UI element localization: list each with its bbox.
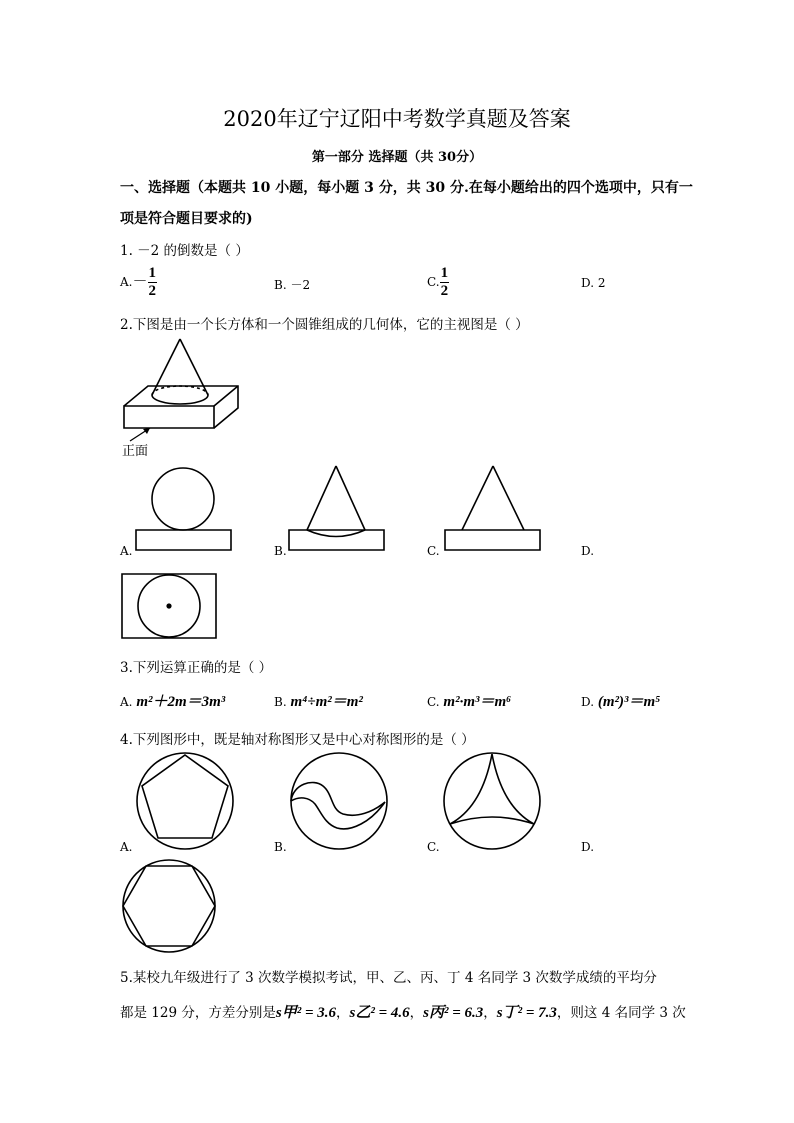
- fraction-denominator: 2: [440, 283, 449, 299]
- q4-option-c-label: C.: [427, 840, 440, 854]
- variance-c: s丙² = 6.3: [423, 1005, 484, 1021]
- q4-option-d-figure: [120, 858, 220, 958]
- fraction-numerator: 1: [148, 265, 156, 281]
- q4-option-b-figure: [285, 752, 395, 852]
- q3-option-d-label: D.: [581, 695, 595, 709]
- q4-option-d-label: D.: [581, 840, 595, 854]
- q2-option-c-figure: [440, 463, 550, 558]
- q3-option-c: [427, 690, 511, 711]
- q3-option-c-expr: m²·m³＝m⁶: [443, 694, 512, 710]
- q3-option-a: [120, 690, 225, 711]
- q4-option-a-label: A.: [120, 840, 133, 854]
- q2-option-a-label: A.: [120, 544, 133, 558]
- q1-stem: 1. －2 的倒数是（ ）: [120, 243, 249, 259]
- section-heading-line1: 一、选择题（本题共 10 小题，每小题 3 分，共 30 分.在每小题给出的四个选项中，只有一: [120, 180, 693, 196]
- q3-option-a-label: A.: [120, 695, 133, 709]
- q2-option-b-figure: [285, 463, 395, 558]
- q4-option-b-label: B.: [274, 840, 287, 854]
- q5-line2: [120, 1001, 686, 1022]
- q1-option-d: D. 2: [581, 276, 606, 290]
- q2-option-b-label: B.: [274, 544, 287, 558]
- q5-line2-start: 都是 129 分，方差分别是: [120, 1005, 276, 1021]
- q4-option-c-figure: [437, 752, 547, 852]
- q3-option-b: [274, 690, 363, 711]
- q1-option-b: B. －2: [274, 278, 311, 292]
- q3-option-c-label: C.: [427, 695, 440, 709]
- separator: ，: [483, 1005, 497, 1021]
- q3-option-d: [581, 690, 660, 711]
- q1-option-a: [120, 265, 157, 300]
- q1-option-c-label: C.: [427, 275, 440, 289]
- fraction-numerator: 1: [440, 265, 449, 281]
- q5-line2-end: ，则这 4 名同学 3 次: [556, 1005, 686, 1021]
- q3-option-b-label: B.: [274, 695, 287, 709]
- q1-option-a-label: A.: [120, 275, 133, 289]
- q2-option-d-label: D.: [581, 544, 595, 558]
- q4-option-a-figure: [130, 752, 240, 852]
- page-title: 2020年辽宁辽阳中考数学真题及答案: [223, 107, 571, 131]
- q3-stem: 3.下列运算正确的是（ ）: [120, 660, 273, 676]
- q2-option-a-figure: [130, 466, 240, 556]
- q2-solid-figure: [110, 335, 250, 455]
- variance-b: s乙² = 4.6: [349, 1005, 410, 1021]
- part-heading: 第一部分 选择题（共 30分）: [311, 150, 483, 165]
- q1-option-a-fraction: [148, 265, 158, 300]
- q3-option-d-expr: (m²)³＝m⁵: [597, 694, 661, 710]
- variance-d: s丁² = 7.3: [496, 1005, 557, 1021]
- section-heading-line2: 项是符合题目要求的): [120, 211, 253, 227]
- separator: ，: [409, 1005, 424, 1021]
- q1-option-c: [427, 265, 449, 300]
- variance-a: s甲² = 3.6: [275, 1005, 336, 1021]
- q2-stem: 2.下图是由一个长方体和一个圆锥组成的几何体，它的主视图是（ ）: [120, 317, 529, 333]
- q1-option-a-sign: －: [132, 272, 148, 290]
- fraction-denominator: 2: [148, 283, 156, 299]
- q2-front-label: 正面: [122, 444, 149, 459]
- q2-option-c-label: C.: [427, 544, 440, 558]
- q3-option-b-expr: m⁴÷m²＝m²: [290, 694, 363, 710]
- q3-option-a-expr: m²＋2m＝3m³: [136, 694, 226, 710]
- q1-option-c-fraction: [440, 265, 450, 300]
- q2-option-d-figure: [120, 572, 220, 642]
- separator: ，: [336, 1005, 350, 1021]
- q4-stem: 4.下列图形中，既是轴对称图形又是中心对称图形的是（ ）: [120, 732, 475, 748]
- q5-line1: 5.某校九年级进行了 3 次数学模拟考试，甲、乙、丙、丁 4 名同学 3 次数学成绩的平均分: [120, 970, 657, 986]
